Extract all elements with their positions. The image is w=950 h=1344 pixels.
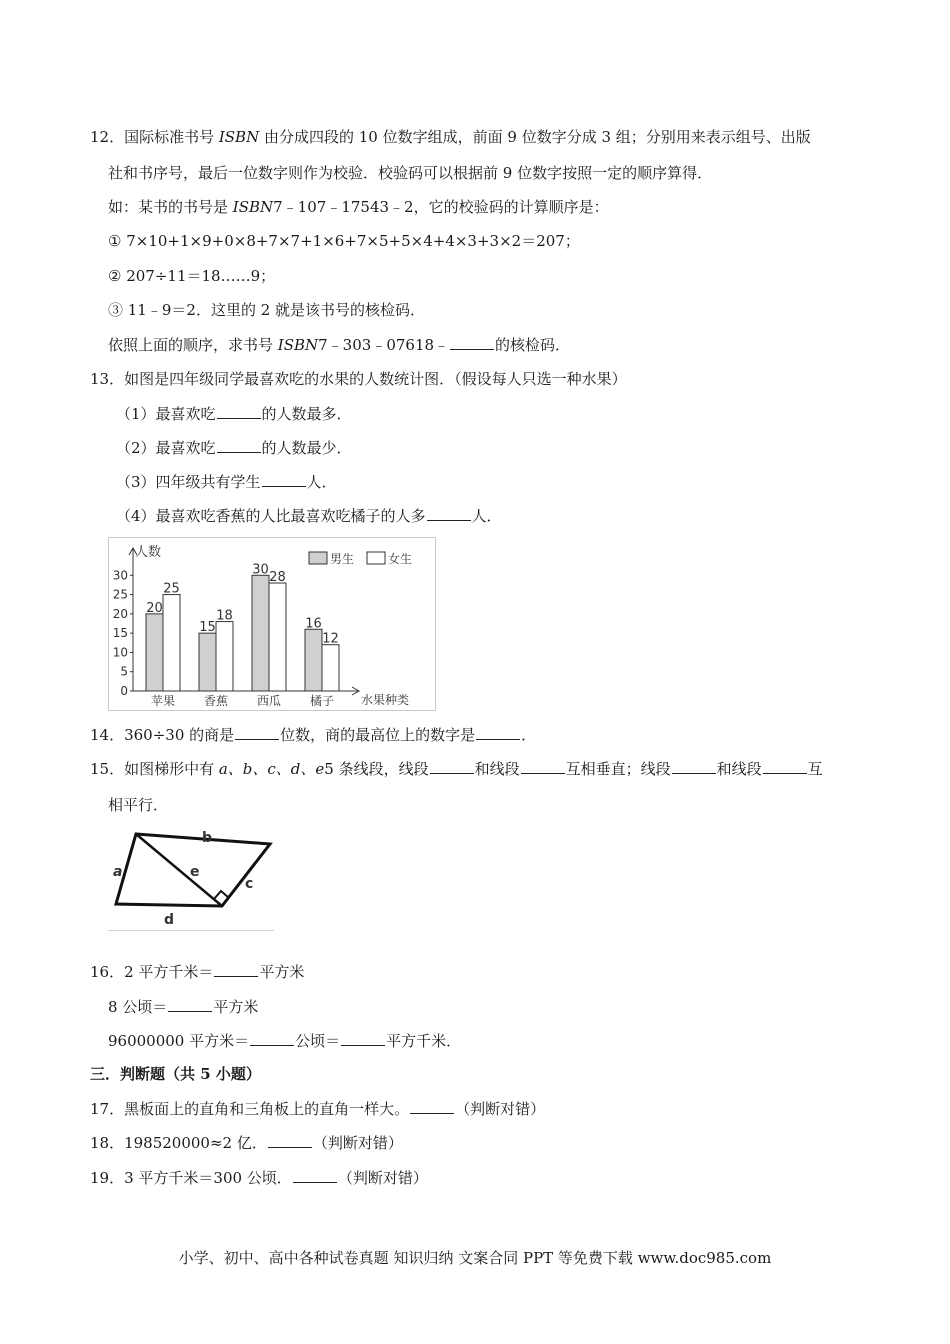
y-axis-label: 人数	[135, 545, 162, 560]
data-label: 18	[216, 608, 233, 624]
q13-sub3: （3）四年级共有学生 人．	[116, 473, 337, 491]
bar-2	[163, 595, 180, 691]
fruit-bar-chart	[108, 537, 436, 711]
q12-step2: ② 207÷11＝18……9；	[108, 267, 276, 285]
q12-step3: ③ 11﹣9＝2．这里的 2 就是该书号的核检码．	[108, 301, 426, 319]
q12-line3: 如：某书的书号是 ISBN7﹣107﹣17543﹣2，它的校验码的计算顺序是：	[108, 198, 609, 216]
answer-blank[interactable]	[268, 1132, 312, 1148]
category-label: 橘子	[309, 694, 335, 708]
section-heading: 三．判断题（共 5 小题）	[90, 1065, 261, 1083]
q12-line2: 社和书序号，最后一位数字则作为校验．校验码可以根据前 9 位数字按照一定的顺序算得．	[108, 164, 713, 182]
category-label: 西瓜	[256, 694, 282, 708]
legend-label-2: 女生	[388, 552, 413, 566]
answer-blank[interactable]	[450, 334, 494, 350]
data-label: 28	[269, 570, 286, 585]
bar-2	[269, 583, 286, 691]
answer-blank[interactable]	[521, 758, 565, 774]
data-label: 16	[305, 616, 322, 632]
answer-blank[interactable]	[672, 758, 716, 774]
q15-line1: 15．如图梯形中有 a、b、c、d、e5 条线段，线段 和线段 互相垂直；线段 和线段 互	[90, 760, 823, 778]
label-d: d	[164, 912, 175, 928]
q19: 19．3 平方千米＝300 公顷． （判断对错）	[90, 1169, 428, 1187]
answer-blank[interactable]	[235, 724, 279, 740]
data-label: 30	[252, 562, 269, 578]
q12-question: 依照上面的顺序，求书号 ISBN7﹣303﹣07618﹣ 的核检码．	[108, 336, 571, 354]
q15-line2: 相平行．	[108, 796, 169, 814]
q12-step1: ① 7×10+1×9+0×8+7×7+1×6+7×5+5×4+4×3+3×2＝207；	[108, 232, 580, 250]
answer-blank[interactable]	[763, 758, 807, 774]
data-label: 15	[199, 620, 216, 636]
q17: 17．黑板面上的直角和三角板上的直角一样大。 （判断对错）	[90, 1100, 546, 1118]
y-tick-label: 30	[112, 568, 128, 583]
q13-intro: 13．如图是四年级同学最喜欢吃的水果的人数统计图．（假设每人只选一种水果）	[90, 370, 627, 388]
trapezoid-figure	[108, 826, 274, 931]
answer-blank[interactable]	[427, 505, 471, 521]
label-e: e	[190, 864, 200, 880]
y-tick-label: 10	[112, 645, 128, 660]
bar-2	[322, 645, 339, 691]
answer-blank[interactable]	[217, 403, 261, 419]
answer-blank[interactable]	[430, 758, 474, 774]
data-label: 12	[322, 631, 339, 647]
answer-blank[interactable]	[410, 1098, 454, 1114]
legend-swatch-1	[309, 552, 327, 564]
q14: 14．360÷30 的商是 位数，商的最高位上的数字是 ．	[90, 726, 537, 744]
q18: 18．198520000≈2 亿． （判断对错）	[90, 1134, 403, 1152]
y-tick-label: 0	[120, 684, 128, 698]
q13-sub4: （4）最喜欢吃香蕉的人比最喜欢吃橘子的人多 人．	[116, 507, 502, 525]
bar-1	[146, 614, 163, 691]
label-b: b	[202, 830, 213, 846]
label-a: a	[113, 864, 123, 880]
answer-blank[interactable]	[476, 724, 520, 740]
q16-line1: 16．2 平方千米＝ 平方米	[90, 963, 305, 981]
x-axis-label: 水果种类	[361, 693, 410, 707]
q12-line1: 12．国际标准书号 ISBN 由分成四段的 10 位数字组成，前面 9 位数字分成 3 组；分别用来表示组号、出版	[90, 128, 811, 146]
answer-blank[interactable]	[341, 1030, 385, 1046]
legend-label-1: 男生	[330, 552, 355, 566]
q16-line2: 8 公顷＝ 平方米	[108, 998, 259, 1016]
answer-blank[interactable]	[262, 471, 306, 487]
answer-blank[interactable]	[214, 961, 258, 977]
answer-blank[interactable]	[217, 437, 261, 453]
y-tick-label: 5	[120, 664, 128, 679]
q16-line3: 96000000 平方米＝ 公顷＝ 平方千米．	[108, 1032, 462, 1050]
label-c: c	[245, 876, 254, 892]
category-label: 苹果	[150, 694, 176, 708]
bar-1	[305, 629, 322, 691]
y-tick-label: 20	[112, 606, 128, 621]
q13-sub1: （1）最喜欢吃 的人数最多．	[116, 405, 352, 423]
chart-canvas	[109, 538, 435, 710]
answer-blank[interactable]	[250, 1030, 294, 1046]
answer-blank[interactable]	[293, 1167, 337, 1183]
bar-2	[216, 622, 233, 691]
page-footer: 小学、初中、高中各种试卷真题 知识归纳 文案合同 PPT 等免费下载 www.doc985.com	[178, 1249, 772, 1267]
q13-sub2: （2）最喜欢吃 的人数最少．	[116, 439, 352, 457]
category-label: 香蕉	[203, 694, 229, 708]
bar-1	[252, 575, 269, 691]
bar-1	[199, 633, 216, 691]
y-tick-label: 15	[112, 626, 128, 641]
answer-blank[interactable]	[168, 996, 212, 1012]
data-label: 20	[146, 600, 163, 616]
legend-swatch-2	[367, 552, 385, 564]
trapezoid-svg	[108, 826, 274, 930]
y-tick-label: 25	[112, 587, 128, 602]
data-label: 25	[163, 581, 180, 597]
